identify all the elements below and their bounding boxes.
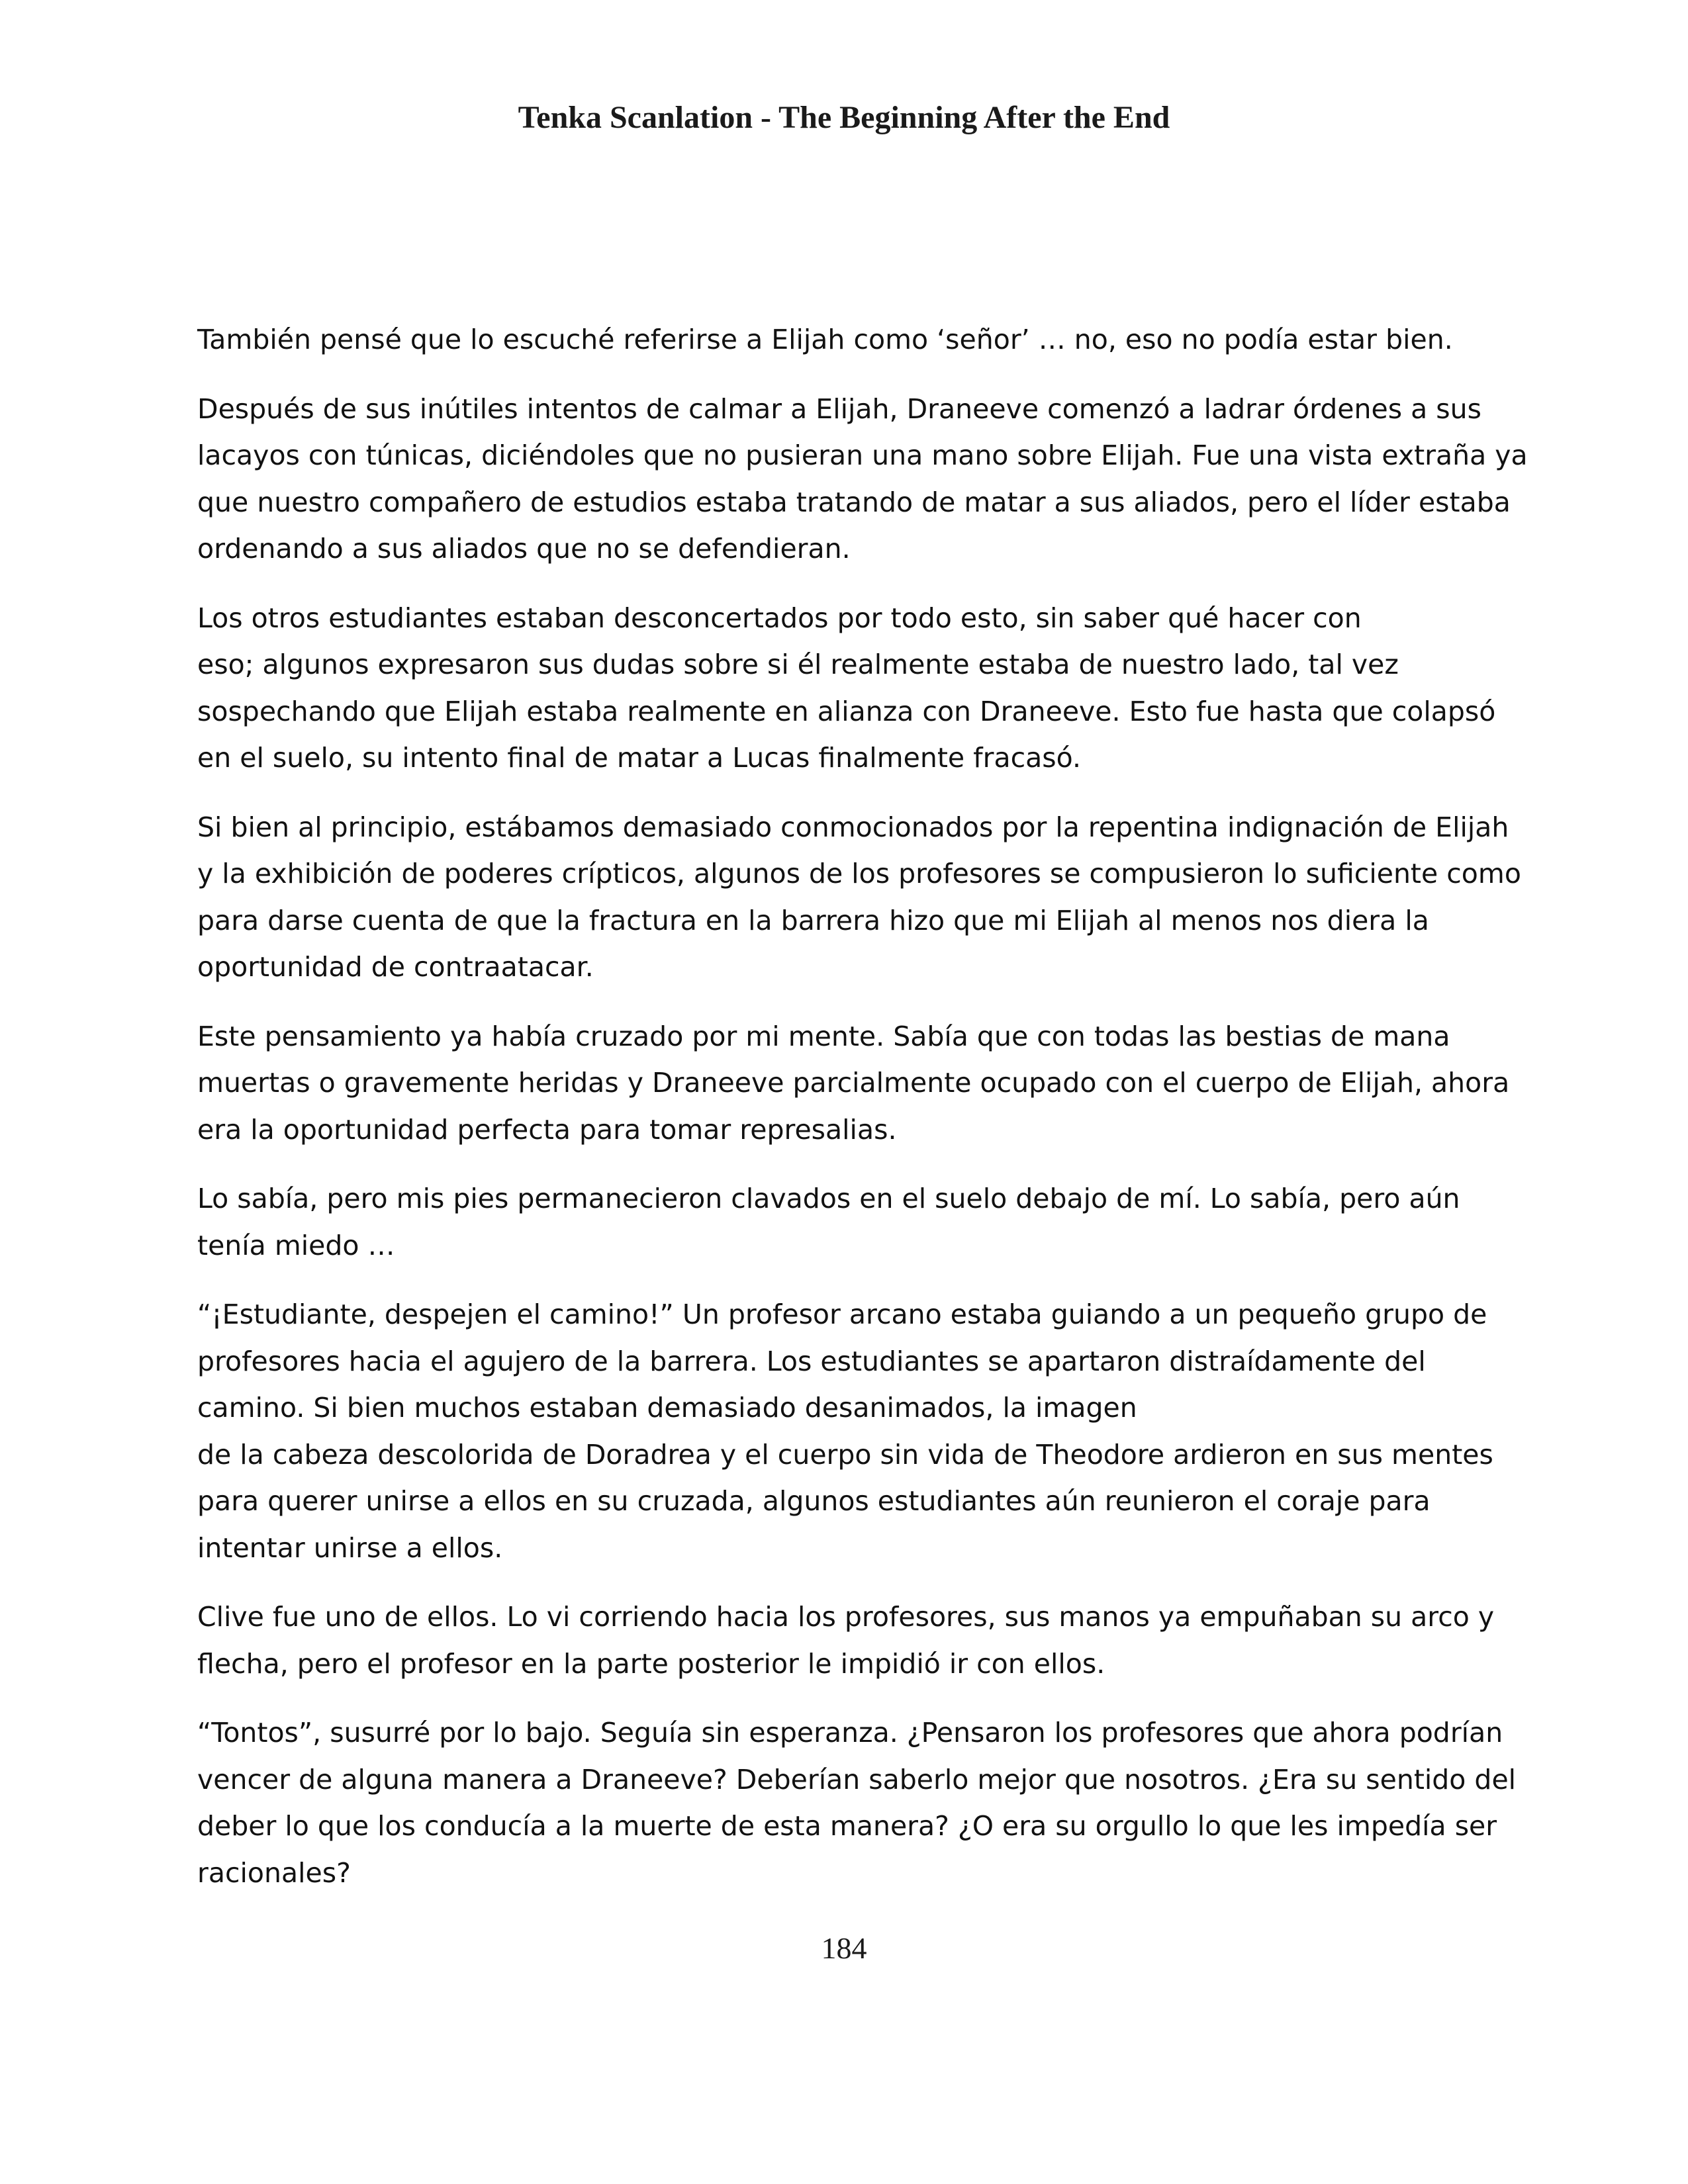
text-line: vencer de alguna manera a Draneeve? Deberían saberlo mejor que nosotros. ¿Era su sentido del [197, 1763, 1517, 1796]
text-line: flecha, pero el profesor en la parte posterior le impidió ir con ellos. [197, 1647, 1105, 1680]
paragraph [197, 1013, 1510, 1154]
page-number: 184 [821, 1931, 867, 1965]
text-line: ordenando a sus aliados que no se defendieran. [197, 533, 851, 565]
paragraph [197, 1291, 1495, 1571]
text-line: y la exhibición de poderes crípticos, algunos de los profesores se compusieron lo suficiente como [197, 858, 1521, 889]
text-line: sospechando que Elijah estaba realmente en alianza con Draneeve. Esto fue hasta que colapsó [197, 695, 1496, 727]
text-line: eso; algunos expresaron sus dudas sobre si él realmente estaba de nuestro lado, tal vez [197, 649, 1399, 680]
text-line: intentar unirse a ellos. [197, 1531, 503, 1564]
paragraph [197, 386, 1528, 572]
text-line: tenía miedo … [197, 1229, 395, 1261]
text-line: racionales? [197, 1856, 351, 1889]
text-line: “¡Estudiante, despejen el camino!” Un profesor arcano estaba guiando a un pequeño grupo de [197, 1298, 1487, 1330]
text-line: para darse cuenta de que la fractura en la barrera hizo que mi Elijah al menos nos diera la [197, 904, 1429, 936]
text-line: lacayos con túnicas, diciéndoles que no pusieran una mano sobre Elijah. Fue una vista extraña ya [197, 439, 1528, 471]
text-line: Clive fue uno de ellos. Lo vi corriendo hacia los profesores, sus manos ya empuñaban su arco y [197, 1601, 1495, 1633]
text-line: oportunidad de contraatacar. [197, 951, 594, 983]
paragraph [197, 1594, 1495, 1687]
text-line: Lo sabía, pero mis pies permanecieron clavados en el suelo debajo de mí. Lo sabía, pero aún [197, 1183, 1460, 1214]
text-line: muertas o gravemente heridas y Draneeve parcialmente ocupado con el cuerpo de Elijah, ahora [197, 1067, 1510, 1099]
text-line: en el suelo, su intento final de matar a Lucas finalmente fracasó. [197, 742, 1082, 774]
text-line: Si bien al principio, estábamos demasiado conmocionados por la repentina indignación de Elijah [197, 811, 1509, 843]
text-line: Después de sus inútiles intentos de calmar a Elijah, Draneeve comenzó a ladrar órdenes a sus [197, 392, 1481, 425]
paragraph [197, 595, 1495, 782]
page-body [197, 316, 1528, 1896]
paragraph [197, 1175, 1495, 1269]
paragraph [197, 1709, 1517, 1896]
text-line: que nuestro compañero de estudios estaba tratando de matar a sus aliados, pero el líder estaba [197, 486, 1511, 518]
paragraph [197, 316, 1495, 363]
text-line: deber lo que los conducía a la muerte de esta manera? ¿O era su orgullo lo que les impedía ser [197, 1810, 1497, 1842]
text-line: Este pensamiento ya había cruzado por mi mente. Sabía que con todas las bestias de mana [197, 1020, 1450, 1052]
text-line: Los otros estudiantes estaban desconcertados por todo esto, sin saber qué hacer con [197, 602, 1362, 634]
running-header: Tenka Scanlation - The Beginning After the End [518, 100, 1170, 135]
text-line: También pensé que lo escuché referirse a Elijah como ‘señor’ … no, eso no podía estar bien. [197, 324, 1453, 355]
text-line: para querer unirse a ellos en su cruzada, algunos estudiantes aún reunieron el coraje para [197, 1485, 1430, 1517]
text-line: de la cabeza descolorida de Doradrea y el cuerpo sin vida de Theodore ardieron en sus mentes [197, 1438, 1493, 1471]
text-line: camino. Si bien muchos estaban demasiado desanimados, la imagen [197, 1392, 1137, 1424]
paragraph [197, 804, 1521, 991]
text-line: era la oportunidad perfecta para tomar represalias. [197, 1113, 897, 1146]
text-line: profesores hacia el agujero de la barrera. Los estudiantes se apartaron distraídamente del [197, 1345, 1426, 1377]
text-line: “Tontos”, susurré por lo bajo. Seguía sin esperanza. ¿Pensaron los profesores que ahora podrían [197, 1717, 1503, 1749]
